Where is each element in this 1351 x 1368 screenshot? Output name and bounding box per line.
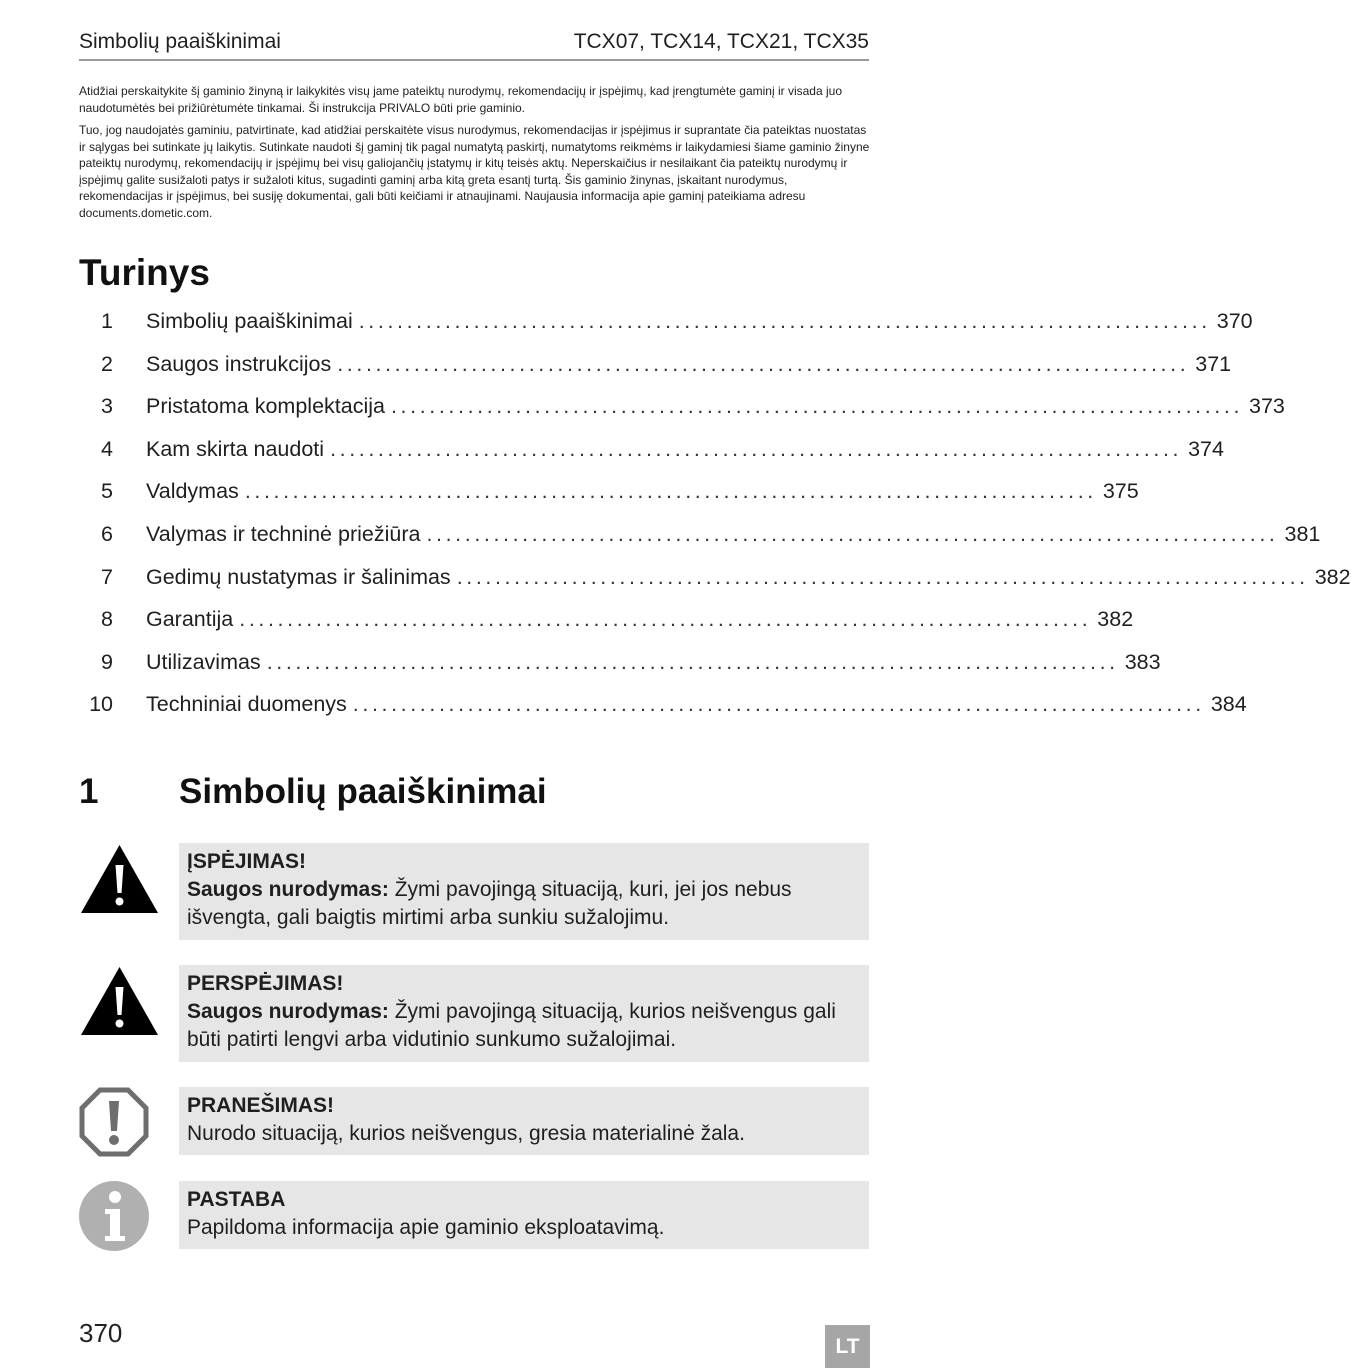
toc-entry[interactable] <box>79 394 1285 437</box>
toc-entry[interactable] <box>79 649 1161 693</box>
toc-entry[interactable] <box>79 521 1321 565</box>
toc-title: Turinys <box>79 252 210 293</box>
header-models: TCX07, TCX14, TCX21, TCX35 <box>573 30 869 53</box>
toc-entry[interactable] <box>79 351 1232 395</box>
table-of-contents <box>79 309 1351 735</box>
toc-entry-page: 381 <box>1284 521 1321 546</box>
toc-leader-dots: ......................................................................................... <box>426 521 1279 546</box>
toc-leader-dots: ......................................................................................... <box>358 309 1211 333</box>
section-number: 1 <box>79 772 99 811</box>
toc-entry-label: Gedimų nustatymas ir šalinimas <box>146 564 451 589</box>
toc-entry-label: Valymas ir techninė priežiūra <box>146 521 421 546</box>
toc-entry-label: Utilizavimas <box>146 649 261 674</box>
notice-box <box>179 1087 869 1155</box>
toc-entry-label: Techniniai duomenys <box>146 692 347 717</box>
toc-leader-dots: ......................................................................................... <box>239 607 1092 632</box>
header-section-title: Simbolių paaiškinimai <box>79 30 281 53</box>
toc-entry-number: 8 <box>101 607 113 632</box>
toc-entry-number: 1 <box>101 309 113 333</box>
notice-title: PASTABA <box>187 1188 286 1211</box>
toc-leader-dots: ......................................................................................... <box>330 436 1183 461</box>
toc-entry-label: Valdymas <box>146 479 239 504</box>
page-header <box>79 30 869 61</box>
notice-title: ĮSPĖJIMAS! <box>187 850 307 873</box>
toc-entry-page: 374 <box>1188 436 1224 461</box>
caution-triangle-icon <box>79 965 160 1037</box>
toc-entry-label: Pristatoma komplektacija <box>146 394 385 419</box>
section-heading <box>79 772 869 812</box>
toc-entry-page: 375 <box>1102 479 1139 504</box>
toc-entry-page: 384 <box>1210 692 1247 717</box>
info-circle-icon <box>79 1181 149 1251</box>
notice-octagon-icon <box>79 1087 149 1157</box>
toc-entry-label: Garantija <box>146 607 234 632</box>
toc-entry-number: 9 <box>101 649 113 674</box>
page-number: 370 <box>79 1318 123 1348</box>
warning-triangle-icon <box>79 843 160 915</box>
toc-entry-number: 6 <box>101 521 113 546</box>
toc-entry[interactable] <box>79 436 1224 480</box>
toc-leader-dots: ......................................................................................... <box>390 394 1244 419</box>
warning-notice <box>179 843 869 940</box>
notice-text <box>187 1000 836 1051</box>
toc-entry-number: 7 <box>101 564 113 589</box>
notice-body: Žymi pavojingą situaciją, kuri, jei jos nebus išvengta, gali baigtis mirtimi arba sunkiu sužalojimu. <box>187 878 792 929</box>
toc-entry[interactable] <box>79 309 1253 352</box>
toc-entry-number: 10 <box>89 692 113 717</box>
notice-text <box>187 878 792 929</box>
toc-entry[interactable] <box>79 692 1247 735</box>
intro-paragraph-2: Tuo, jog naudojatės gaminiu, patvirtinate, kad atidžiai perskaitėte visus nurodymus, rekomendacijas ir įspėjimus ir suprantate čia pateiktas nuostatas ir sąlygas bei sutinkate jų laikytis. Sutinkate naudoti šį gaminį tik pagal numatytą paskirtį, numatytoms reikmėms ir laikydamiesi šiame gaminio žinyne pateiktų nurodymų, rekomendacijų ir įspėjimų bei visų galiojančių įstatymų ir kitų teisės aktų. Neperskaičius ir nesilaikant čia pateiktų nurodymų ir įspėjimų galite susižaloti patys ir sužaloti kitus, sugadinti gaminį arba kitą greta esantį turtą. Šis gaminio žinynas, įskaitant nurodymus, rekomendacijas ir įspėjimus, bei susiję dokumentai, gali būti keičiami ir atnaujinami. Naujausia informacija apie gaminį pateikiama adresu documents.dometic.com. <box>79 123 870 220</box>
toc-entry-number: 4 <box>101 436 113 461</box>
toc-leader-dots: ......................................................................................... <box>266 649 1119 674</box>
toc-leader-dots: ......................................................................................... <box>352 692 1205 717</box>
toc-entry-number: 3 <box>101 394 113 419</box>
notice-lead: Saugos nurodymas: <box>187 1000 389 1023</box>
toc-entry-page: 370 <box>1216 309 1253 333</box>
caution-notice <box>179 965 869 1062</box>
intro-text <box>79 83 871 227</box>
toc-entry-label: Kam skirta naudoti <box>146 436 325 461</box>
notice-title: PERSPĖJIMAS! <box>187 972 344 995</box>
toc-entry-page: 382 <box>1314 564 1351 589</box>
notice-body: Nurodo situaciją, kurios neišvengus, gresia materialinė žala. <box>187 1122 745 1145</box>
toc-entry-page: 382 <box>1097 607 1134 632</box>
toc-leader-dots: ......................................................................................... <box>244 479 1097 504</box>
language-tab: LT <box>825 1325 870 1368</box>
section-title: Simbolių paaiškinimai <box>179 772 547 811</box>
intro-paragraph-1: Atidžiai perskaitykite šį gaminio žinyną ir laikykitės visų jame pateiktų nurodymų, rekomendacijų ir įspėjimų, kad įrengtumėte gaminį ir visada juo naudotumėtės bei prižiūrėtumėte tinkamai. Ši instrukcija PRIVALO būti prie gaminio. <box>79 84 842 115</box>
notice-title: PRANEŠIMAS! <box>187 1094 335 1117</box>
toc-entry-page: 373 <box>1249 394 1285 419</box>
toc-leader-dots: ......................................................................................... <box>456 564 1309 589</box>
toc-entry-number: 5 <box>101 479 113 504</box>
info-notice <box>179 1181 869 1249</box>
toc-entry-page: 383 <box>1124 649 1161 674</box>
toc-entry-number: 2 <box>101 351 113 376</box>
toc-leader-dots: ......................................................................................... <box>337 351 1190 376</box>
toc-entry[interactable] <box>79 564 1351 608</box>
toc-entry-page: 371 <box>1195 351 1232 376</box>
notice-lead: Saugos nurodymas: <box>187 878 389 901</box>
toc-entry[interactable] <box>79 479 1139 522</box>
notice-body: Žymi pavojingą situaciją, kurios neišvengus gali būti patirti lengvi arba vidutinio sunkumo sužalojimai. <box>187 1000 836 1051</box>
toc-entry-label: Simbolių paaiškinimai <box>146 309 353 333</box>
toc-entry[interactable] <box>79 607 1134 650</box>
notice-body: Papildoma informacija apie gaminio eksploatavimą. <box>187 1216 665 1239</box>
toc-entry-label: Saugos instrukcijos <box>146 351 332 376</box>
